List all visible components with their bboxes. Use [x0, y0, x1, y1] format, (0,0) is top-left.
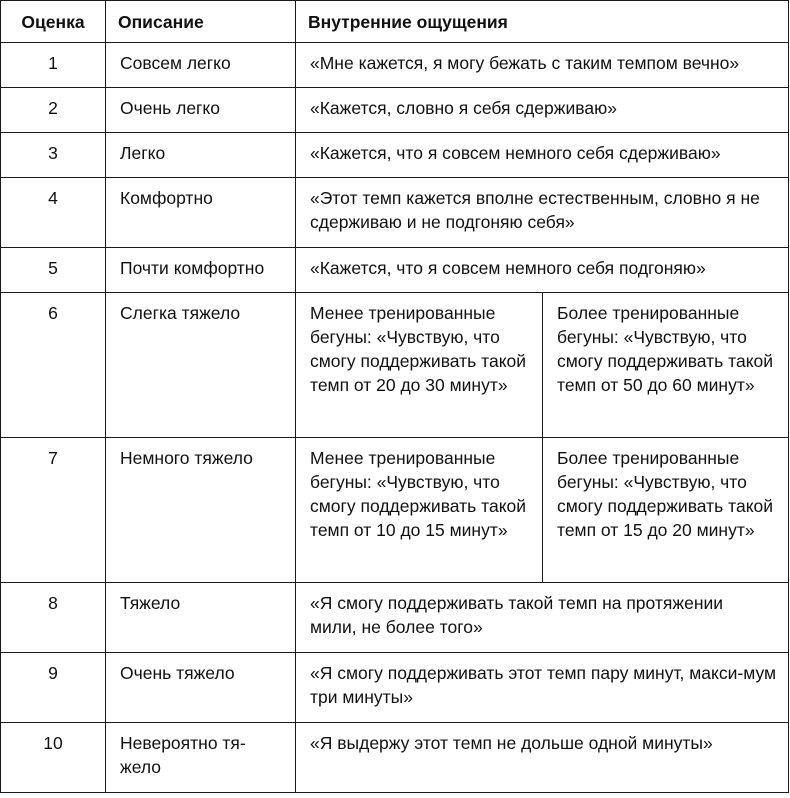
- header-description: Описание: [106, 1, 296, 43]
- feeling-text: «Этот темп кажется вполне естественным, словно я не сдерживаю и не подгоняю себя»: [310, 188, 760, 232]
- feeling-cell: [296, 178, 789, 248]
- grade-cell: 7: [1, 438, 106, 583]
- description-cell: Почти комфортно: [106, 248, 296, 293]
- header-feeling: Внутренние ощущения: [296, 1, 789, 43]
- more-trained-cell: Более тренированные бегуны: «Чувствую, что смогу поддерживать такой темп от 15 до 20 минут»: [543, 438, 789, 583]
- grade-cell: 6: [1, 293, 106, 438]
- feeling-text: «Я смогу поддерживать такой темп на протяжении мили, не более того»: [310, 593, 724, 637]
- feeling-cell: «Кажется, что я совсем немного себя сдерживаю»: [296, 133, 789, 178]
- feeling-cell: «Я выдержу этот темп не дольше одной минуты»: [296, 723, 789, 793]
- feeling-cell: [296, 583, 789, 653]
- table-row: [1, 88, 789, 133]
- less-trained-cell: Менее тренированные бегуны: «Чувствую, что смогу поддерживать такой темп от 20 до 30 минут»: [296, 293, 543, 438]
- table-row: [1, 248, 789, 293]
- description-cell: Легко: [106, 133, 296, 178]
- more-trained-cell: Более тренированные бегуны: «Чувствую, что смогу поддерживать такой темп от 50 до 60 минут»: [543, 293, 789, 438]
- grade-cell: 1: [1, 43, 106, 88]
- header-grade: Оценка: [1, 1, 106, 43]
- table-row: [1, 178, 789, 248]
- description-cell: Очень тяжело: [106, 653, 296, 723]
- description-cell: Очень легко: [106, 88, 296, 133]
- table-row: [1, 438, 789, 583]
- grade-cell: 8: [1, 583, 106, 653]
- grade-cell: 5: [1, 248, 106, 293]
- table-row: [1, 293, 789, 438]
- description-cell: Тяжело: [106, 583, 296, 653]
- description-text: Невероятно тя-жело: [120, 733, 246, 777]
- grade-cell: 2: [1, 88, 106, 133]
- description-cell: Слегка тяжело: [106, 293, 296, 438]
- grade-cell: 3: [1, 133, 106, 178]
- feeling-cell: «Кажется, словно я себя сдерживаю»: [296, 88, 789, 133]
- feeling-cell: [296, 653, 789, 723]
- description-cell: Немного тяжело: [106, 438, 296, 583]
- description-cell: Совсем легко: [106, 43, 296, 88]
- table-row: [1, 133, 789, 178]
- grade-cell: 4: [1, 178, 106, 248]
- description-cell: [106, 723, 296, 793]
- grade-cell: 9: [1, 653, 106, 723]
- grade-cell: 10: [1, 723, 106, 793]
- table-row: [1, 43, 789, 88]
- feeling-cell: «Кажется, что я совсем немного себя подгоняю»: [296, 248, 789, 293]
- table-row: [1, 723, 789, 793]
- feeling-text: «Я смогу поддерживать этот темп пару минут, макси-мум три минуты»: [310, 663, 777, 707]
- feeling-cell: «Мне кажется, я могу бежать с таким темпом вечно»: [296, 43, 789, 88]
- header-row: [1, 1, 789, 43]
- description-cell: Комфортно: [106, 178, 296, 248]
- less-trained-cell: Менее тренированные бегуны: «Чувствую, что смогу поддерживать такой темп от 10 до 15 минут»: [296, 438, 543, 583]
- table-row: [1, 653, 789, 723]
- table-row: [1, 583, 789, 653]
